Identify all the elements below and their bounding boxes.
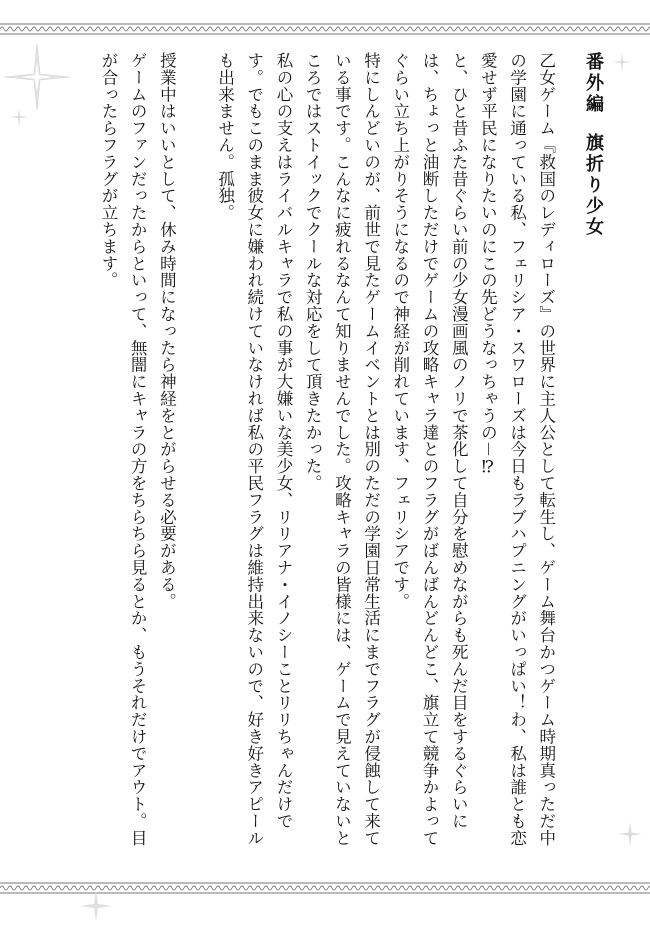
vertical-text-body	[48, 52, 608, 852]
sparkle-icon	[80, 890, 112, 926]
sparkle-icon	[612, 52, 632, 76]
sparkle-icon	[10, 108, 28, 130]
paragraph: 特にしんどいのが、前世で見たゲームイベントとは別のただの学園日常生活にまでフラグが侵蝕して来ている事です。こんなに疲れるなんて知りませんでした。攻略キャラの皆様には、ゲームで見えていないところではストイックでクールな対応をして頂きたかった。	[303, 52, 381, 847]
spacer	[181, 52, 210, 53]
paragraph: 乙女ゲーム『救国のレディローズ』の世界に主人公として転生し、ゲーム舞台かつゲーム時期真っただ中の学園に通っている私、フェリシア・スワローズは今日もラブハプニングがいっぱい！わ、私は誰とも恋愛せず平民になりたいのにこの先どうなっちゃうの－⁉	[478, 52, 556, 847]
paragraph: 授業中はいいとして、休み時間になったら神経をとがらせる必要がある。	[157, 52, 177, 610]
paragraph: 私の心の支えはライバルキャラで私の事が大嫌いな美少女、リリアナ・イノシーことリリちゃんだけです。でもこのまま彼女に嫌われ続けていなければ私の平民フラグは維持出来ないので、好き好きアピールも出来ません。孤独。	[215, 52, 293, 847]
chapter-title	[579, 52, 608, 852]
paragraph: ゲームのファンだったからといって、無闇にキャラの方をちらちら見るとか、もうそれだけでアウト。目が合ったらフラグが立ちます。	[98, 52, 148, 847]
chapter-heading: 番外編	[583, 52, 604, 115]
chapter-subtitle: 旗折り少女	[583, 133, 604, 238]
sparkle-icon	[618, 822, 642, 850]
paragraph: と、ひと昔ふた昔ぐらい前の少女漫画風のノリで茶化して自分を慰めながらも死んだ目をするぐらいには、ちょっと油断しただけでゲームの攻略キャラ達とのフラグがばんばんどんどこ、旗立て競争かよってぐらい立ち上がりそうになるので神経が削れています、フェリシアです。	[390, 52, 469, 847]
decorative-border-top	[0, 22, 650, 36]
